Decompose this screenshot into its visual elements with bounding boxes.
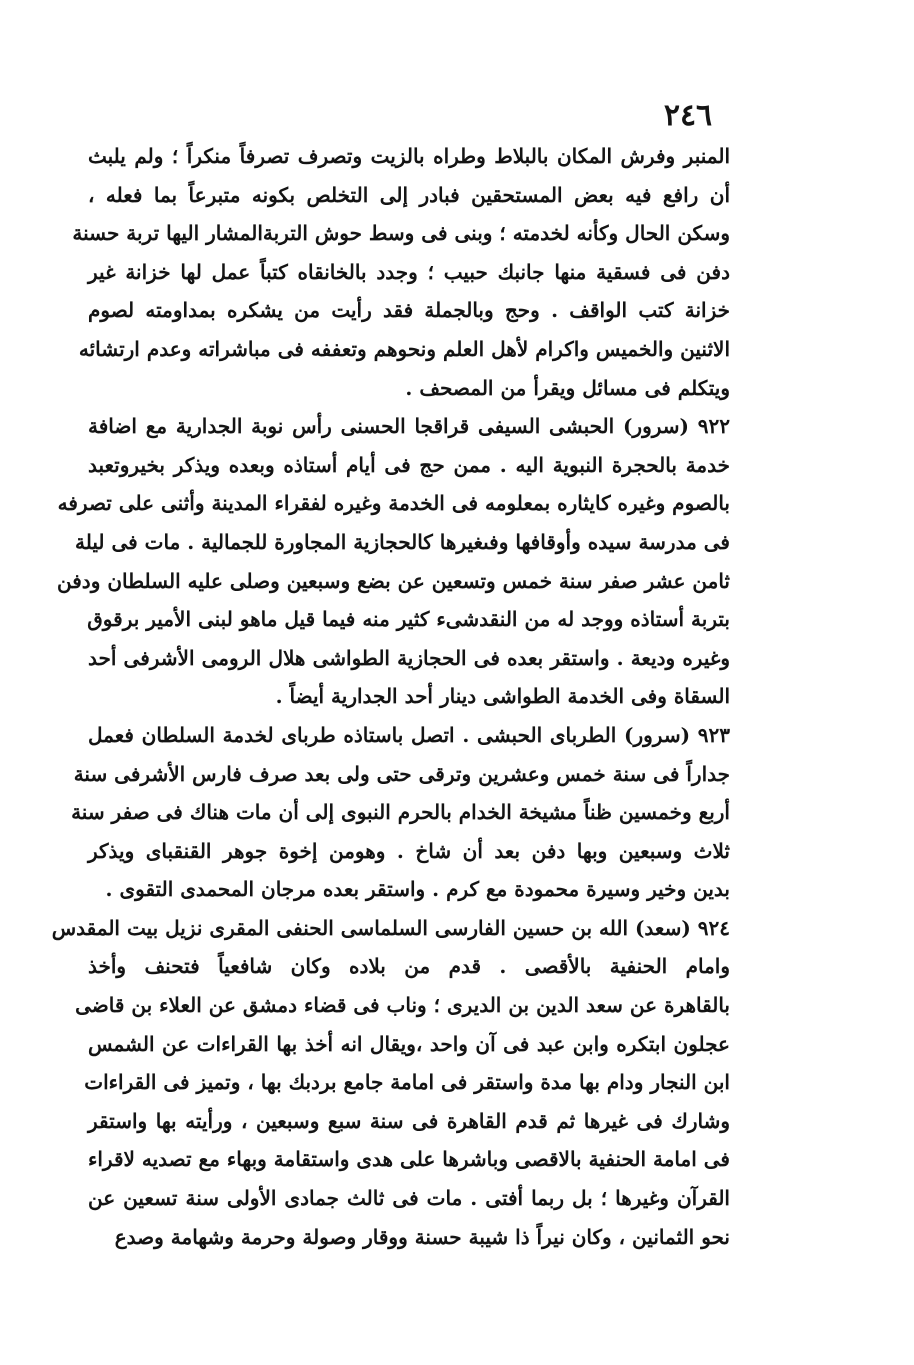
text-line: بالقاهرة عن سعد الدين بن الديرى ؛ وناب فى قضاء دمشق عن العلاء بن قاضى (75, 993, 730, 1018)
text-line: بالصوم وغيره كايثاره بمعلومه فى الخدمة وغيره لفقراء المدينة وأثنى على تصرفه (57, 491, 730, 516)
text-line: جداراً فى سنة خمس وعشرين وترقى حتى ولى بعد صرف فارس الأشرفى سنة (73, 761, 730, 786)
text-line: وسكن الحال وكأنه لخدمته ؛ وبنى فى وسط حوش التربةالمشار اليها تربة حسنة (72, 221, 730, 246)
text-line: أن رافع فيه بعض المستحقين فبادر إلى التخلص بكونه متبرعاً بما فعله ، (88, 182, 730, 207)
text-line: أربع وخمسين ظناً مشيخة الخدام بالحرم النبوى إلى أن مات هناك فى صفر سنة (71, 800, 730, 825)
text-line: ثلاث وسبعين وبها دفن بعد أن شاخ . وهومن إخوة جوهر القنقباى ويذكر (88, 838, 730, 863)
text-line: القرآن وغيرها ؛ بل ربما أفتى . مات فى ثالث جمادى الأولى سنة تسعين عن (88, 1186, 730, 1211)
text-line: فى امامة الحنفية بالاقصى وباشرها على هدى واستقامة وبهاء مع تصديه لاقراء (87, 1147, 730, 1172)
text-line: ٩٢٢ (سرور) الحبشى السيفى قراقجا الحسنى رأس نوبة الجدارية مع اضافة (88, 414, 730, 439)
text-line: ٩٢٤ (سعد) الله بن حسين الفارسى السلماسى الحنفى المقرى نزيل بيت المقدس (51, 915, 730, 940)
text-line: عجلون ابتكره وابن عبد فى آن واحد ،ويقال انه أخذ بها القراءات عن الشمس (88, 1031, 730, 1056)
page-number: ٢٤٦ (663, 98, 713, 133)
text-line: ثامن عشر صفر سنة خمس وتسعين عن بضع وسبعين وصلى عليه السلطان ودفن (57, 568, 730, 593)
text-line: المنبر وفرش المكان بالبلاط وطراه بالزيت وتصرف تصرفاً منكراً ؛ ولم يلبث (88, 144, 730, 168)
text-line: وغيره وديعة . واستقر بعده فى الحجازية الطواشى هلال الرومى الأشرفى أحد (88, 645, 730, 670)
text-line: خدمة بالحجرة النبوية اليه . ممن حج فى أيام أستاذه وبعده ويذكر بخيروتعبد (88, 452, 730, 477)
text-line: بدين وخير وسيرة محمودة مع كرم . واستقر بعده مرجان المحمدى التقوى . (105, 877, 730, 902)
text-line: خزانة كتب الواقف . وحج وبالجملة فقد رأيت من يشكره بمداومته لصوم (88, 298, 730, 323)
text-line: فى مدرسة سيده وأوقافها وفىغيرها كالحجازية المجاورة للجمالية . مات فى ليلة (75, 529, 730, 554)
text-line: وامام الحنفية بالأقصى . قدم من بلاده وكان شافعياً فتحنف وأخذ (88, 954, 730, 979)
text-line: ٩٢٣ (سرور) الطرباى الحبشى . اتصل باستاذه طرباى لخدمة السلطان فعمل (88, 722, 730, 747)
text-line: ويتكلم فى مسائل ويقرأ من المصحف . (405, 375, 730, 400)
text-line: السقاة وفى الخدمة الطواشى دينار أحد الجدارية أيضاً . (275, 684, 730, 709)
text-line: الاثنين والخميس واكرام لأهل العلم ونحوهم وتعففه فى مباشراته وعدم ارتشائه (78, 336, 730, 361)
body-text (51, 137, 730, 1256)
text-line: دفن فى فسقية منها جانبك حبيب ؛ وجدد بالخانقاه كتباً عمل لها خزانة غير (88, 259, 730, 284)
text-line: نحو الثمانين ، وكان نيراً ذا شيبة حسنة ووقار وصولة وحرمة وشهامة وصدع (114, 1224, 730, 1249)
text-line: ابن النجار ودام بها مدة واستقر فى امامة جامع بردبك بها ، وتميز فى القراءات (84, 1070, 730, 1095)
text-line: وشارك فى غيرها ثم قدم القاهرة فى سنة سبع وسبعين ، ورأيته بها واستقر (88, 1108, 730, 1133)
text-line: بتربة أستاذه ووجد له من النقدشىء كثير منه فيما قيل ماهو لبنى الأمير برقوق (87, 607, 730, 632)
